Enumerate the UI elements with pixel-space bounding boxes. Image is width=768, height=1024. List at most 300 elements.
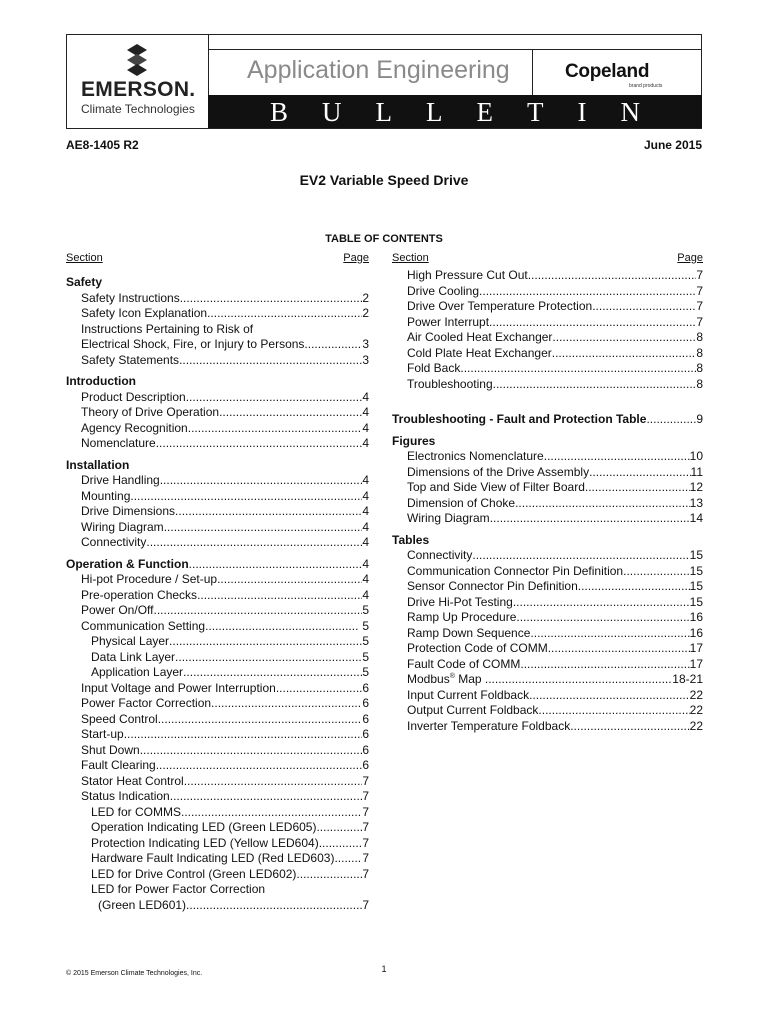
- toc-page-number: 6: [362, 727, 369, 741]
- toc-entry-label-text: High Pressure Cut Out: [407, 268, 528, 282]
- bulletin-banner-text: BULLETIN: [270, 97, 674, 127]
- toc-entry-label-text: Connectivity: [407, 548, 473, 562]
- toc-entry-label: [91, 650, 175, 666]
- toc-page-number: 7: [696, 314, 703, 329]
- toc-entry-text: Instructions Pertaining to Risk of: [81, 321, 254, 336]
- toc-entry-label-text: Operation & Function: [66, 556, 189, 571]
- toc-entry[interactable]: [66, 898, 369, 914]
- dot-leader: [156, 758, 363, 774]
- toc-entry-label: [98, 898, 186, 914]
- toc-page-number: 7: [362, 820, 369, 834]
- dot-leader: [160, 473, 363, 489]
- toc-page-number: 7: [362, 851, 369, 865]
- dot-leader: [217, 572, 362, 588]
- toc-entry-label-text: Power On/Off: [81, 603, 154, 617]
- dot-leader: [170, 789, 363, 805]
- toc-section-heading: Installation: [66, 457, 130, 472]
- toc-page-number: 7: [362, 804, 369, 819]
- toc-page-number: 4: [362, 535, 369, 549]
- toc-entry-label: [407, 548, 472, 564]
- toc-page-number: 7: [362, 773, 369, 788]
- toc-entry[interactable]: [66, 291, 369, 307]
- dot-leader: [179, 353, 362, 369]
- toc-entry[interactable]: [66, 758, 369, 774]
- dot-leader: [189, 557, 363, 573]
- doc-title: EV2 Variable Speed Drive: [299, 172, 469, 188]
- toc-entry-label: [91, 836, 319, 852]
- toc-entry[interactable]: [66, 789, 369, 805]
- toc-page-number: 15: [689, 563, 703, 578]
- dot-leader: [552, 346, 697, 362]
- toc-page-number: 5: [362, 665, 369, 679]
- toc-entry-label: [81, 405, 219, 421]
- toc-entry-label-text: Electronics Nomenclature: [407, 449, 544, 463]
- toc-right-column: [392, 252, 703, 734]
- toc-entry[interactable]: [392, 511, 703, 527]
- dot-leader: [186, 898, 362, 914]
- toc-page-number: 7: [362, 866, 369, 881]
- toc-entry[interactable]: [66, 867, 369, 883]
- toc-entry-label-text: Dimension of Choke: [407, 495, 516, 510]
- dot-leader: [493, 377, 697, 393]
- toc-entry-label-suffix: Map: [454, 672, 485, 686]
- toc-entry-label-text: Output Current Foldback: [407, 703, 539, 717]
- toc-entry[interactable]: [392, 641, 703, 657]
- toc-entry-label-text: Protection Code of COMM: [407, 641, 548, 655]
- toc-entry[interactable]: [66, 681, 369, 697]
- dot-leader: [140, 743, 363, 759]
- dot-leader: [219, 405, 362, 421]
- toc-entry-label: [81, 421, 188, 437]
- toc-page-number: 4: [362, 556, 369, 571]
- toc-page-number: 8: [696, 361, 703, 375]
- dot-leader: [623, 564, 690, 580]
- toc-entry-label-text: Drive Dimensions: [81, 504, 176, 518]
- toc-entry[interactable]: [66, 805, 369, 821]
- toc-page-number: 16: [689, 625, 703, 640]
- toc-entry-text: LED for Power Factor Correction: [91, 882, 266, 896]
- toc-entry-label-text: Hi-pot Procedure / Set-up: [81, 572, 218, 586]
- toc-entry[interactable]: [66, 353, 369, 369]
- dot-leader: [197, 588, 362, 604]
- brand-subtitle: Climate Technologies: [81, 102, 195, 116]
- toc-page-number: 3: [362, 337, 369, 351]
- doc-date: June 2015: [643, 138, 702, 152]
- toc-entry-label: [407, 511, 490, 527]
- dot-leader: [124, 727, 363, 743]
- toc-entry-label-text: Input Current Foldback: [407, 687, 530, 702]
- toc-title: TABLE OF CONTENTS: [325, 233, 443, 245]
- toc-entry-label-text: Operation Indicating LED (Green LED605): [91, 820, 317, 834]
- toc-entry-label: [81, 758, 156, 774]
- toc-page-number: 8: [696, 376, 703, 391]
- dot-leader: [530, 626, 689, 642]
- toc-entry[interactable]: [392, 480, 703, 496]
- emerson-logo: [67, 35, 209, 128]
- toc-entry-label-text: Mounting: [81, 488, 131, 503]
- toc-entry-label-text: Power Interrupt: [407, 314, 490, 329]
- toc-entry-label: [407, 330, 552, 346]
- toc-entry-label: [91, 665, 183, 681]
- toc-page-number: 11: [690, 464, 703, 479]
- toc-entry[interactable]: [66, 473, 369, 489]
- toc-entry[interactable]: [66, 665, 369, 681]
- toc-entry-label-text: Communication Setting: [81, 618, 206, 633]
- toc-entry[interactable]: [66, 836, 369, 852]
- toc-entry-label-text: Agency Recognition: [81, 420, 188, 435]
- partner-name: Copeland: [565, 61, 650, 82]
- dot-leader: [490, 511, 690, 527]
- dot-leader: [169, 634, 362, 650]
- dot-leader: [296, 867, 362, 883]
- toc-page-number: 7: [362, 897, 369, 912]
- toc-entry-label-text: Ramp Down Sequence: [407, 625, 531, 640]
- toc-entry-label-text: Shut Down: [81, 742, 140, 757]
- toc-entry-label-text: Fault Clearing: [81, 758, 156, 772]
- toc-page-number: 7: [696, 268, 703, 282]
- toc-section-heading: Safety: [66, 275, 103, 289]
- section-column-label: Section: [392, 252, 429, 264]
- toc-entry-label: [407, 703, 538, 719]
- toc-entry-label: [91, 820, 316, 836]
- toc-page-number: 4: [362, 587, 369, 602]
- toc-entry-label: [81, 473, 160, 489]
- dot-leader: [529, 688, 690, 704]
- toc-entry-label-text: Communication Connector Pin Definition: [407, 563, 624, 578]
- toc-entry-label: [407, 315, 489, 331]
- dot-leader: [181, 805, 362, 821]
- dot-leader: [544, 449, 690, 465]
- toc-entry[interactable]: [392, 548, 703, 564]
- toc-entry[interactable]: [66, 820, 369, 836]
- toc-entry[interactable]: [66, 306, 369, 322]
- toc-entry-label: [407, 626, 530, 642]
- dot-leader: [164, 520, 363, 536]
- toc-entry-label-text: (Green LED601): [98, 897, 187, 912]
- toc-entry[interactable]: [66, 520, 369, 536]
- toc-entry[interactable]: [66, 436, 369, 452]
- toc-page-number: 5: [362, 649, 369, 664]
- toc-column-header: [66, 252, 369, 268]
- toc-entry-label: [407, 657, 520, 673]
- dot-leader: [153, 603, 362, 619]
- dot-leader: [513, 595, 690, 611]
- dot-leader: [276, 681, 363, 697]
- toc-entry-label-text: Electrical Shock, Fire, or Injury to Persons: [81, 337, 305, 351]
- dot-leader: [158, 712, 363, 728]
- dot-leader: [186, 390, 363, 406]
- toc-entry-label: [81, 353, 179, 369]
- copyright: © 2015 Emerson Climate Technologies, Inc.: [66, 970, 203, 977]
- toc-entry-label: [407, 641, 548, 657]
- toc-entry-label: [81, 743, 140, 759]
- toc-entry-label: [81, 588, 197, 604]
- toc-page-number: 22: [689, 718, 703, 733]
- toc-page-number: 5: [362, 634, 369, 648]
- bulletin-header: [66, 34, 702, 129]
- toc-page-number: 6: [362, 758, 369, 772]
- toc-entry-label-text: Troubleshooting: [407, 376, 493, 391]
- toc-entry-label: [407, 465, 589, 481]
- toc-entry[interactable]: [392, 361, 703, 377]
- toc-entry-label-text: Ramp Up Procedure: [407, 610, 517, 624]
- dot-leader: [175, 504, 362, 520]
- toc-entry-label: [91, 867, 296, 883]
- bulletin-banner: [208, 95, 702, 128]
- page-column-label: Page: [677, 252, 703, 264]
- toc-page-number: 4: [362, 504, 369, 518]
- toc-entry[interactable]: [66, 588, 369, 604]
- dot-leader: [304, 337, 362, 353]
- toc-entry-label: [81, 696, 211, 712]
- dot-leader: [319, 836, 363, 852]
- toc-entry-label-text: Safety Statements: [81, 352, 180, 367]
- dot-leader: [589, 465, 690, 481]
- toc-entry-label: [81, 727, 124, 743]
- toc-entry-label-text: Pre-operation Checks: [81, 587, 198, 602]
- page-number: 1: [381, 964, 387, 974]
- dot-leader: [211, 696, 362, 712]
- toc-entry-label: [91, 634, 169, 650]
- toc-entry[interactable]: [66, 504, 369, 520]
- toc-section-entry[interactable]: [392, 412, 703, 428]
- toc-entry-label-text: Drive Hi-Pot Testing: [407, 594, 513, 609]
- toc-entry[interactable]: [392, 330, 703, 346]
- dot-leader: [205, 619, 359, 635]
- toc-entry[interactable]: [392, 595, 703, 611]
- dot-leader: [520, 657, 689, 673]
- dot-leader: [570, 719, 689, 735]
- toc-entry[interactable]: [392, 610, 703, 626]
- dot-leader: [130, 489, 362, 505]
- toc-entry-label-text: Drive Over Temperature Protection: [407, 299, 593, 313]
- toc-entry-label: [407, 284, 479, 300]
- toc-entry[interactable]: [392, 579, 703, 595]
- toc-entry-label: [81, 489, 130, 505]
- toc-entry-label-text: Fault Code of COMM: [407, 656, 521, 671]
- toc-entry-label: [407, 299, 592, 315]
- dot-leader: [585, 480, 690, 496]
- toc-entry[interactable]: [392, 719, 703, 735]
- toc-entry[interactable]: [66, 337, 369, 353]
- toc-page-number: 22: [689, 687, 703, 702]
- toc-entry[interactable]: [66, 851, 369, 867]
- toc-entry[interactable]: [66, 727, 369, 743]
- toc-entry[interactable]: [392, 564, 703, 580]
- toc-page-number: 2: [362, 290, 369, 305]
- toc-entry-label-text: Status Indication: [81, 789, 170, 803]
- toc-entry-label: [81, 774, 184, 790]
- toc-page-number: 4: [362, 488, 369, 503]
- toc-entry[interactable]: [66, 743, 369, 759]
- toc-entry[interactable]: [66, 489, 369, 505]
- toc-entry-label: [81, 603, 153, 619]
- dot-leader: [334, 851, 362, 867]
- toc-section-heading: Tables: [392, 532, 430, 547]
- toc-page-number: 8: [696, 345, 703, 360]
- toc-entry-label: [81, 291, 180, 307]
- toc-entry-label: [91, 805, 181, 821]
- toc-entry-label: [407, 610, 516, 626]
- toc-entry-label: [81, 681, 276, 697]
- toc-page-number: 9: [696, 412, 703, 426]
- toc-page-number: 15: [689, 548, 703, 562]
- toc-entry[interactable]: [392, 377, 703, 393]
- toc-page-number: 7: [696, 299, 703, 313]
- toc-entry[interactable]: [66, 421, 369, 437]
- toc-entry-label: [392, 412, 646, 428]
- toc-entry-label-text: Drive Cooling: [407, 283, 480, 298]
- toc-entry-label: [81, 306, 207, 322]
- toc-column-header: [392, 252, 703, 268]
- dot-leader: [548, 641, 690, 657]
- toc-entry-label-text: Wiring Diagram: [81, 519, 164, 534]
- toc-entry-label-text: Protection Indicating LED (Yellow LED604): [91, 835, 319, 850]
- toc-page-number: 4: [362, 473, 369, 487]
- toc-entry-label: [407, 688, 529, 704]
- dot-leader: [183, 665, 362, 681]
- toc-entry[interactable]: [392, 315, 703, 331]
- toc-entry-label-text: Cold Plate Heat Exchanger: [407, 345, 552, 360]
- toc-entry[interactable]: [66, 650, 369, 666]
- dot-leader: [472, 548, 689, 564]
- toc-entry-label-text: Data Link Layer: [91, 649, 176, 664]
- toc-entry-label-text: Connectivity: [81, 535, 147, 549]
- toc-entry-label: [407, 719, 570, 735]
- toc-entry[interactable]: [392, 299, 703, 315]
- dot-leader: [188, 421, 363, 437]
- toc-entry-label-text: LED for COMMS: [91, 804, 182, 819]
- toc-entry[interactable]: [66, 774, 369, 790]
- toc-entry-label-text: Drive Handling: [81, 473, 160, 487]
- toc-entry-label-text: Modbus: [407, 672, 450, 686]
- toc-entry[interactable]: [66, 619, 369, 635]
- toc-entry[interactable]: [392, 626, 703, 642]
- toc-entry-label: [407, 579, 578, 595]
- toc-entry[interactable]: [66, 405, 369, 421]
- registered-mark: ®: [449, 673, 455, 680]
- emerson-logo-icon: [123, 44, 151, 76]
- toc-entry-label: [81, 572, 217, 588]
- toc-page-number: 4: [362, 389, 369, 404]
- toc-page-number: 6: [362, 680, 369, 695]
- toc-entry-label: [407, 595, 513, 611]
- toc-entry-label: [66, 557, 189, 573]
- toc-entry-label: [407, 377, 493, 393]
- toc-entry[interactable]: [392, 465, 703, 481]
- toc-entry-label-text: Physical Layer: [91, 634, 170, 648]
- toc-entry-label-text: Speed Control: [81, 711, 158, 726]
- toc-entry-label: [81, 436, 156, 452]
- toc-section-heading: Figures: [392, 433, 436, 448]
- toc-entry-label: [81, 535, 146, 551]
- toc-entry-label-text: Fold Back: [407, 361, 461, 375]
- toc-page-number: 16: [689, 610, 703, 624]
- toc-section-heading: Introduction: [66, 374, 136, 388]
- toc-page-number: 22: [689, 703, 703, 717]
- toc-entry-label-text: Safety Instructions: [81, 290, 180, 305]
- dot-leader: [180, 291, 363, 307]
- dot-leader: [156, 436, 363, 452]
- toc-entry-label-text: Inverter Temperature Foldback: [407, 718, 571, 733]
- toc-entry[interactable]: [66, 603, 369, 619]
- partner-subtitle: brand products: [629, 83, 663, 89]
- dot-leader: [515, 496, 690, 512]
- toc-page-number: 10: [689, 449, 703, 463]
- toc-entry[interactable]: [392, 657, 703, 673]
- toc-entry-label-text: Power Factor Correction: [81, 696, 212, 710]
- toc-entry[interactable]: [66, 712, 369, 728]
- toc-page-number: 3: [362, 352, 369, 367]
- toc-entry-label: [81, 520, 164, 536]
- toc-entry[interactable]: [392, 284, 703, 300]
- toc-page-number: 5: [362, 603, 369, 617]
- toc-entry-label: [81, 789, 170, 805]
- toc-page-number: 7: [696, 283, 703, 298]
- toc-entry-label: [81, 712, 158, 728]
- toc-entry-label-text: Start-up: [81, 727, 124, 741]
- toc-entry[interactable]: [392, 346, 703, 362]
- dot-leader: [460, 361, 696, 377]
- toc-page-number: 7: [362, 835, 369, 850]
- toc-entry[interactable]: [66, 390, 369, 406]
- toc-entry-label: [91, 851, 334, 867]
- toc-entry[interactable]: [66, 535, 369, 551]
- toc-page-number: 4: [362, 572, 369, 586]
- toc-entry[interactable]: [392, 496, 703, 512]
- toc-section-entry[interactable]: [66, 557, 369, 573]
- dot-leader: [538, 703, 689, 719]
- dot-leader: [184, 774, 363, 790]
- toc-entry[interactable]: [392, 703, 703, 719]
- toc-entry[interactable]: [392, 688, 703, 704]
- toc-page-number: 13: [689, 495, 703, 510]
- toc-page-number: 4: [362, 436, 369, 450]
- dot-leader: [146, 535, 362, 551]
- toc-entry[interactable]: [66, 696, 369, 712]
- doc-number: AE8-1405 R2: [66, 138, 139, 152]
- dot-leader: [207, 306, 362, 322]
- toc-page-number: 7: [362, 789, 369, 803]
- toc-page-number: 6: [362, 711, 369, 726]
- toc-page-number: 12: [689, 480, 703, 494]
- dot-leader: [485, 672, 672, 688]
- toc-entry[interactable]: [392, 449, 703, 465]
- toc-entry-label: [407, 672, 485, 688]
- toc-page-number: 4: [362, 420, 369, 435]
- toc-entry[interactable]: [392, 672, 703, 688]
- toc-entry[interactable]: [66, 572, 369, 588]
- toc-entry-label-text: Wiring Diagram: [407, 511, 490, 525]
- toc-page-number: 15: [689, 594, 703, 609]
- toc-entry-label: [407, 346, 552, 362]
- toc-entry-label-text: Application Layer: [91, 665, 184, 679]
- dot-leader: [175, 650, 362, 666]
- toc-left-column: [66, 252, 369, 913]
- toc-entry-label-text: Top and Side View of Filter Board: [407, 480, 585, 494]
- toc-entry[interactable]: [66, 634, 369, 650]
- toc-page-number: 6: [362, 696, 369, 710]
- toc-page-number: 4: [362, 405, 369, 419]
- toc-entry-label-text: Dimensions of the Drive Assembly: [407, 464, 590, 479]
- section-column-label: Section: [66, 252, 103, 264]
- page-column-label: Page: [343, 252, 369, 264]
- toc-entry[interactable]: [392, 268, 703, 284]
- toc-entry-label-text: Theory of Drive Operation: [81, 405, 220, 419]
- dot-leader: [516, 610, 689, 626]
- toc-spacer: [392, 392, 703, 406]
- toc-page-number: 15: [689, 579, 703, 593]
